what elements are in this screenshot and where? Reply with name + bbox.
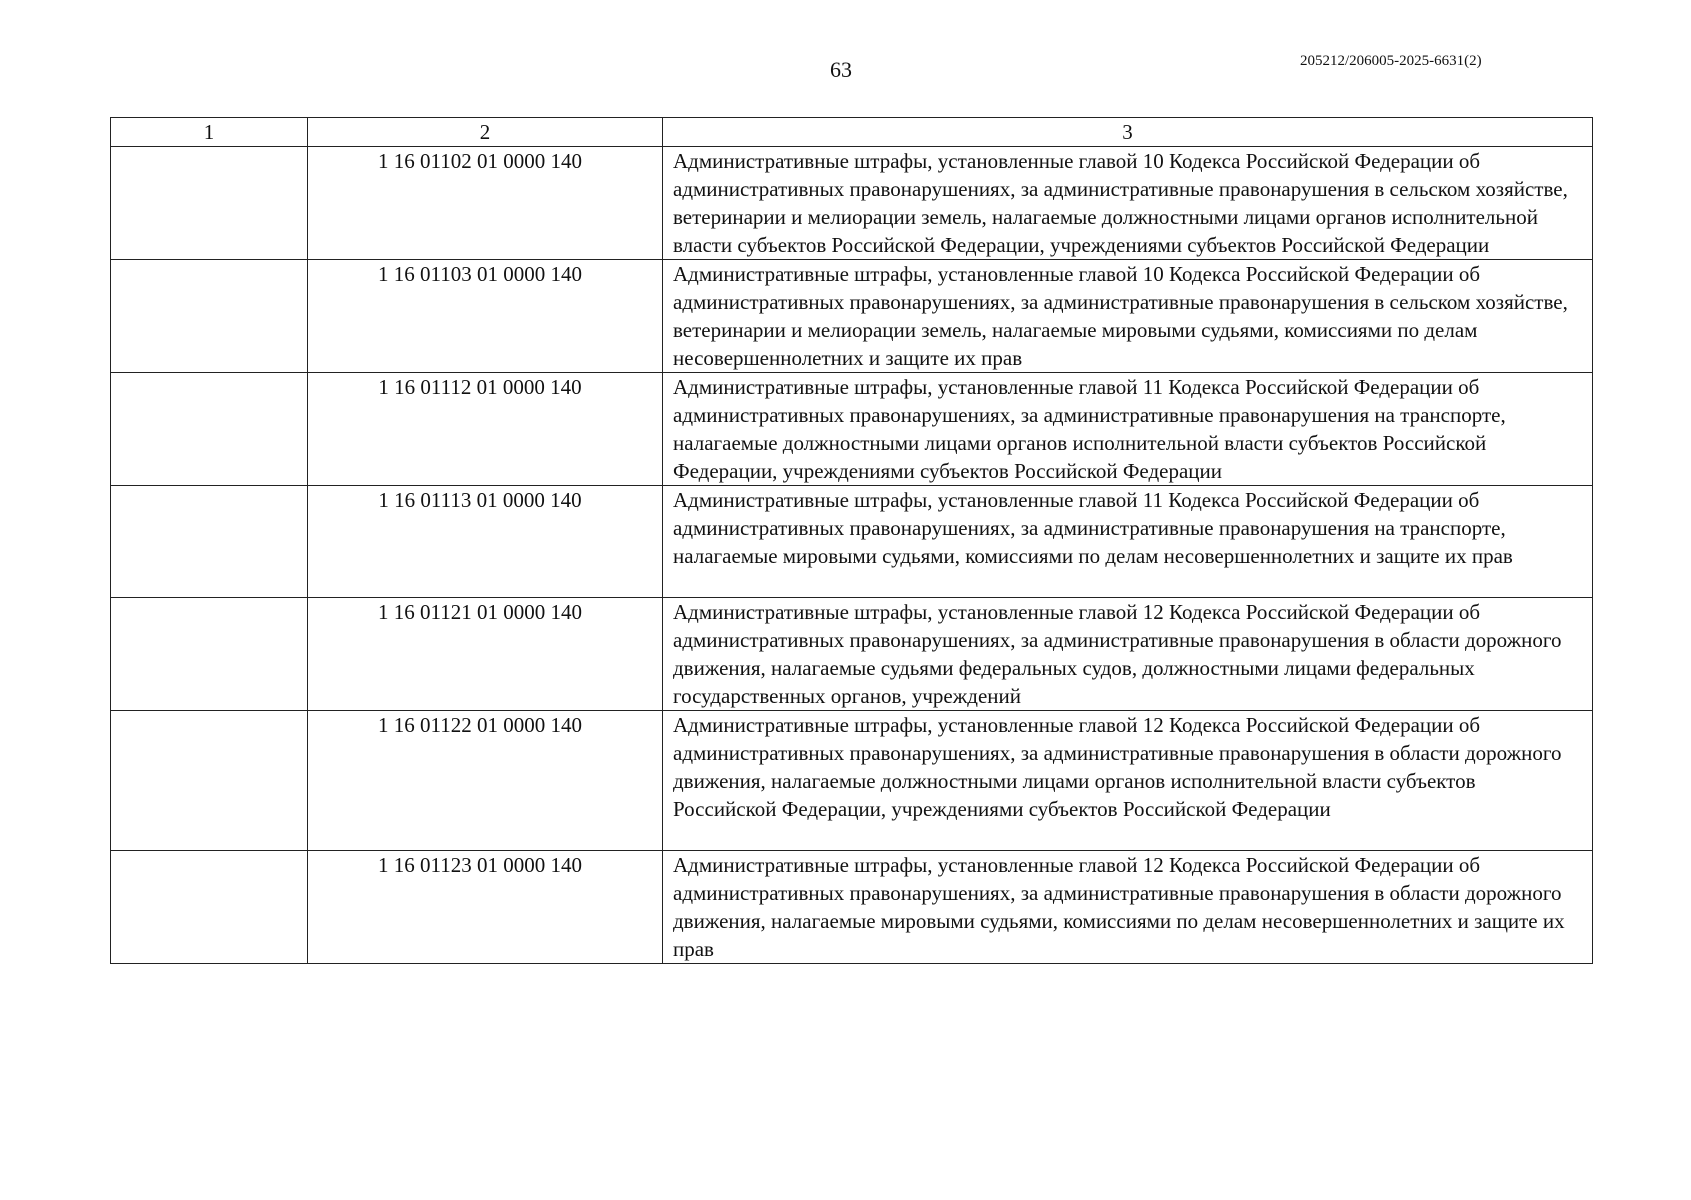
code-cell [308, 373, 663, 486]
code-text: 1 16 01121 01 0000 140 [378, 600, 582, 624]
table-row [111, 373, 1593, 486]
code-text: 1 16 01103 01 0000 140 [378, 262, 582, 286]
code-cell [308, 711, 663, 851]
table-row [111, 711, 1593, 851]
column-header-2: 2 [308, 118, 663, 147]
code-cell [308, 260, 663, 373]
code-text: 1 16 01112 01 0000 140 [378, 375, 582, 399]
column-header-3: 3 [663, 118, 1593, 147]
code-cell [308, 147, 663, 260]
description-cell: Административные штрафы, установленные главой 12 Кодекса Российской Федерации об административных правонарушениях, за административные правонарушения в области дорожного движения, налагаемые судьями федеральных судов, должностными лицами федеральных государственных органов, учреждений [663, 598, 1593, 711]
description-cell: Административные штрафы, установленные главой 11 Кодекса Российской Федерации об административных правонарушениях, за административные правонарушения на транспорте, налагаемые должностными лицами органов исполнительной власти субъектов Российской Федерации, учреждениями субъектов Российской Федерации [663, 373, 1593, 486]
description-cell: Административные штрафы, установленные главой 10 Кодекса Российской Федерации об административных правонарушениях, за административные правонарушения в сельском хозяйстве, ветеринарии и мелиорации земель, налагаемые мировыми судьями, комиссиями по делам несовершеннолетних и защите их прав [663, 260, 1593, 373]
row-number-cell [111, 260, 308, 373]
code-text: 1 16 01113 01 0000 140 [378, 488, 582, 512]
table-row [111, 260, 1593, 373]
description-cell: Административные штрафы, установленные главой 11 Кодекса Российской Федерации об административных правонарушениях, за административные правонарушения на транспорте, налагаемые мировыми судьями, комиссиями по делам несовершеннолетних и защите их прав [663, 486, 1593, 598]
page-number: 63 [830, 57, 852, 82]
table-row [111, 598, 1593, 711]
code-text: 1 16 01102 01 0000 140 [378, 149, 582, 173]
row-number-cell [111, 598, 308, 711]
row-number-cell [111, 486, 308, 598]
row-number-cell [111, 373, 308, 486]
code-text: 1 16 01122 01 0000 140 [378, 713, 582, 737]
code-cell [308, 851, 663, 964]
row-number-cell [111, 711, 308, 851]
document-id: 205212/206005-2025-6631(2) [1300, 53, 1482, 69]
revenue-codes-table [110, 117, 1593, 964]
row-number-cell [111, 147, 308, 260]
row-number-cell [111, 851, 308, 964]
code-cell [308, 486, 663, 598]
description-cell: Административные штрафы, установленные главой 10 Кодекса Российской Федерации об административных правонарушениях, за административные правонарушения в сельском хозяйстве, ветеринарии и мелиорации земель, налагаемые должностными лицами органов исполнительной власти субъектов Российской Федерации, учреждениями субъектов Российской Федерации [663, 147, 1593, 260]
table-header-row [111, 118, 1593, 147]
description-cell: Административные штрафы, установленные главой 12 Кодекса Российской Федерации об административных правонарушениях, за административные правонарушения в области дорожного движения, налагаемые мировыми судьями, комиссиями по делам несовершеннолетних и защите их прав [663, 851, 1593, 964]
description-cell: Административные штрафы, установленные главой 12 Кодекса Российской Федерации об административных правонарушениях, за административные правонарушения в области дорожного движения, налагаемые должностными лицами органов исполнительной власти субъектов Российской Федерации, учреждениями субъектов Российской Федерации [663, 711, 1593, 851]
code-text: 1 16 01123 01 0000 140 [378, 853, 582, 877]
table-row [111, 851, 1593, 964]
column-header-1: 1 [111, 118, 308, 147]
table-row [111, 486, 1593, 598]
table-row [111, 147, 1593, 260]
code-cell [308, 598, 663, 711]
